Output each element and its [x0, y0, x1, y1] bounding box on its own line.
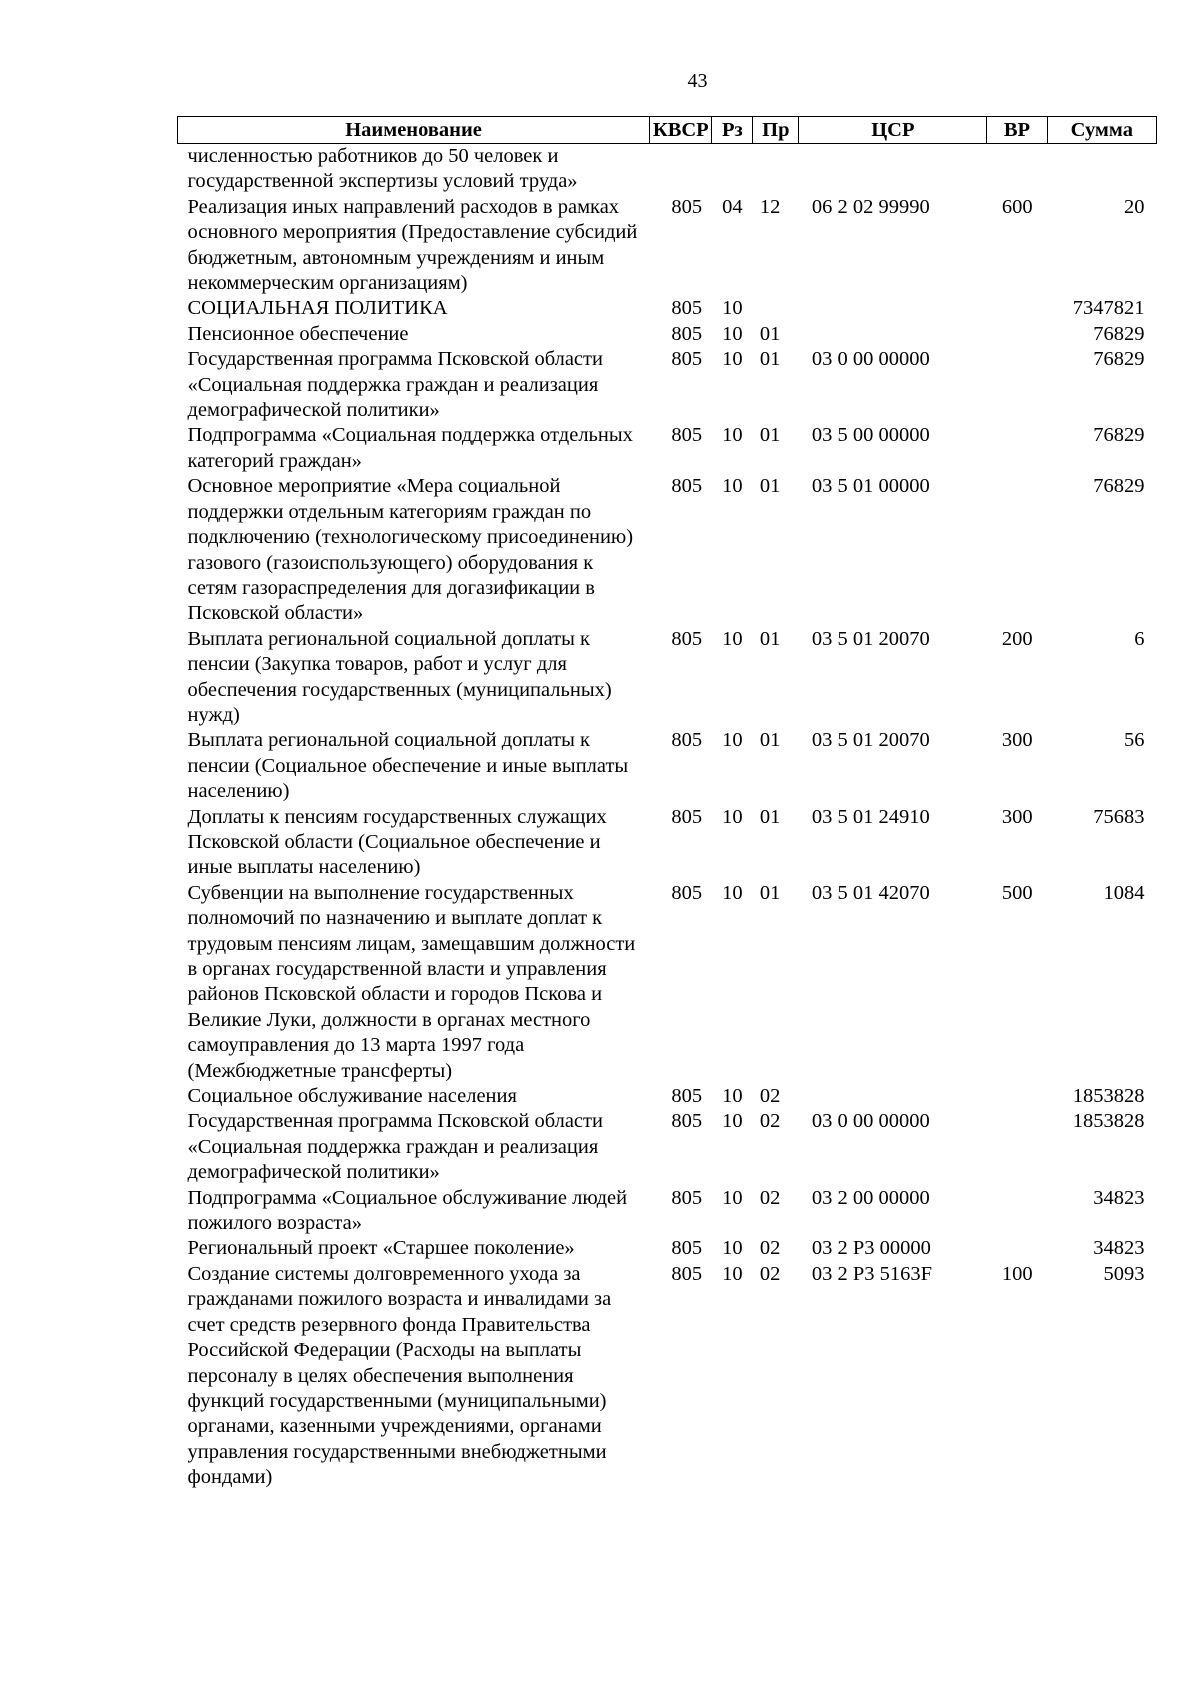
- cell-rz: 10: [722, 1186, 743, 1209]
- header-sum: Сумма: [1047, 117, 1156, 144]
- cell-sum: 7347821: [1072, 297, 1145, 320]
- cell-vr: [987, 474, 1047, 626]
- table-row: [178, 728, 1157, 804]
- cell-rz: 10: [722, 475, 743, 498]
- cell-name: Государственная программа Псковской области «Социальная поддержка граждан и реализация демографической политики»: [187, 1110, 603, 1184]
- cell-pr: 01: [759, 881, 781, 904]
- cell-name: Создание системы долговременного ухода за гражданами пожилого возраста и инвалидами за счет средств резервного фонда Правительства Российской Федерации (Расходы на выплаты персоналу в целях обеспечения выполнения функций государственными (муниципальными) органами, казенными учреждениями, органами управления государственными внебюджетными фондами): [187, 1262, 612, 1489]
- cell-kvsr: [650, 144, 712, 195]
- cell-name: Основное мероприятие «Мера социальной поддержки отдельным категориям граждан по подключению (технологическому присоединению) газового (газоиспользующего) оборудования к сетям газораспределения для догазификации в Псковской области»: [187, 475, 634, 625]
- cell-pr: [753, 144, 799, 195]
- cell-vr: [987, 1084, 1047, 1109]
- cell-rz: 10: [722, 1262, 743, 1285]
- cell-rz: 10: [722, 322, 743, 345]
- cell-sum: 1853828: [1072, 1110, 1145, 1133]
- cell-name: Субвенции на выполнение государственных полномочий по назначению и выплате доплат к трудовым пенсиям лицам, замещавшим должности в органах государственной власти и управления районов Псковской области и городов Пскова и Великие Луки, должности в органах местного самоуправления до 13 марта 1997 года (Межбюджетные трансферты): [187, 881, 636, 1082]
- cell-rz: 10: [722, 805, 743, 828]
- table-row: [178, 474, 1157, 626]
- table-row: [178, 627, 1157, 729]
- cell-kvsr: 805: [671, 881, 703, 904]
- cell-name: СОЦИАЛЬНАЯ ПОЛИТИКА: [187, 297, 448, 320]
- cell-csr: 03 2 00 00000: [811, 1186, 930, 1209]
- cell-sum: 6: [1134, 627, 1145, 650]
- cell-sum: 1084: [1103, 881, 1145, 904]
- cell-sum: 76829: [1093, 475, 1145, 498]
- cell-sum: 76829: [1093, 322, 1145, 345]
- cell-kvsr: 805: [671, 1237, 703, 1260]
- cell-kvsr: 805: [671, 322, 703, 345]
- table-body: [178, 144, 1157, 1491]
- cell-csr: 03 5 00 00000: [811, 424, 930, 447]
- table-row: [178, 805, 1157, 881]
- cell-vr: [987, 322, 1047, 347]
- cell-rz: 10: [722, 297, 743, 320]
- cell-kvsr: 805: [671, 195, 703, 218]
- table-row: [178, 1262, 1157, 1491]
- header-pr: Пр: [753, 117, 799, 144]
- budget-table-container: [177, 116, 1157, 1491]
- cell-name: Реализация иных направлений расходов в рамках основного мероприятия (Предоставление субсидий бюджетным, автономным учреждениям и иным некоммерческим организациям): [187, 195, 638, 295]
- page-number: 43: [687, 70, 708, 92]
- table-row: [178, 1236, 1157, 1261]
- cell-pr: 02: [759, 1262, 781, 1285]
- cell-pr: 12: [759, 195, 781, 218]
- cell-pr: 01: [759, 805, 781, 828]
- header-kvsr: КВСР: [650, 117, 712, 144]
- cell-rz: 10: [722, 424, 743, 447]
- cell-rz: 10: [722, 729, 743, 752]
- table-row: [178, 1084, 1157, 1109]
- cell-name: Выплата региональной социальной доплаты к пенсии (Закупка товаров, работ и услуг для обеспечения государственных (муниципальных) нужд): [187, 627, 612, 726]
- cell-vr: [987, 1109, 1047, 1185]
- table-row: [178, 347, 1157, 423]
- cell-name: Подпрограмма «Социальная поддержка отдельных категорий граждан»: [187, 424, 633, 472]
- cell-csr: [799, 144, 987, 195]
- budget-table: [177, 116, 1157, 1491]
- cell-name: Социальное обслуживание населения: [187, 1085, 517, 1108]
- table-row: [178, 423, 1157, 474]
- header-csr: ЦСР: [799, 117, 987, 144]
- cell-kvsr: 805: [671, 348, 703, 371]
- cell-vr: 500: [1001, 881, 1033, 904]
- cell-rz: 10: [722, 1085, 743, 1108]
- table-row: [178, 296, 1157, 321]
- cell-sum: 75683: [1093, 805, 1145, 828]
- cell-vr: [987, 144, 1047, 195]
- cell-csr: 03 5 01 20070: [811, 627, 930, 650]
- cell-csr: 03 5 01 20070: [811, 729, 930, 752]
- cell-pr: 02: [759, 1085, 781, 1108]
- cell-kvsr: 805: [671, 627, 703, 650]
- cell-csr: 03 5 01 24910: [811, 805, 930, 828]
- cell-kvsr: 805: [671, 805, 703, 828]
- cell-csr: 03 0 00 00000: [811, 1110, 930, 1133]
- cell-name: Государственная программа Псковской области «Социальная поддержка граждан и реализация демографической политики»: [187, 348, 603, 422]
- cell-name: Региональный проект «Старшее поколение»: [187, 1237, 575, 1260]
- cell-kvsr: 805: [671, 424, 703, 447]
- cell-vr: 600: [1001, 195, 1033, 218]
- cell-vr: [987, 1236, 1047, 1261]
- cell-pr: [753, 296, 799, 321]
- cell-pr: 01: [759, 322, 781, 345]
- cell-sum: 20: [1124, 195, 1145, 218]
- table-row: [178, 195, 1157, 297]
- cell-sum: 56: [1124, 729, 1145, 752]
- cell-sum: 34823: [1093, 1237, 1145, 1260]
- cell-name: Подпрограмма «Социальное обслуживание людей пожилого возраста»: [187, 1186, 628, 1235]
- cell-sum: 1853828: [1072, 1085, 1145, 1108]
- cell-csr: 03 0 00 00000: [811, 348, 930, 371]
- table-row: [178, 1109, 1157, 1185]
- cell-vr: 300: [1001, 729, 1033, 752]
- cell-vr: [987, 423, 1047, 474]
- cell-rz: 04: [722, 195, 743, 218]
- header-name: Наименование: [178, 117, 650, 144]
- cell-csr: 06 2 02 99990: [811, 195, 930, 218]
- cell-csr: 03 5 01 42070: [811, 881, 930, 904]
- cell-pr: 01: [759, 475, 781, 498]
- header-vr: ВР: [987, 117, 1047, 144]
- cell-rz: 10: [722, 1110, 743, 1133]
- cell-kvsr: 805: [671, 297, 703, 320]
- cell-csr: [799, 1084, 987, 1109]
- table-row: [178, 881, 1157, 1084]
- cell-vr: [987, 1186, 1047, 1237]
- cell-kvsr: 805: [671, 475, 703, 498]
- cell-kvsr: 805: [671, 1262, 703, 1285]
- cell-rz: 10: [722, 348, 743, 371]
- cell-csr: 03 2 P3 5163F: [811, 1262, 932, 1285]
- cell-csr: [799, 296, 987, 321]
- table-row: [178, 322, 1157, 347]
- table-header-row: [178, 117, 1157, 144]
- table-row: [178, 144, 1157, 195]
- cell-sum: 5093: [1103, 1262, 1145, 1285]
- cell-kvsr: 805: [671, 1085, 703, 1108]
- cell-name: численностью работников до 50 человек и государственной экспертизы условий труда»: [187, 145, 578, 193]
- cell-vr: [987, 347, 1047, 423]
- cell-pr: 02: [759, 1186, 781, 1209]
- cell-rz: 10: [722, 1237, 743, 1260]
- cell-pr: 02: [759, 1110, 781, 1133]
- cell-name: Выплата региональной социальной доплаты к пенсии (Социальное обеспечение и иные выплаты населению): [187, 729, 629, 803]
- cell-vr: 100: [1001, 1262, 1033, 1285]
- cell-kvsr: 805: [671, 1186, 703, 1209]
- cell-csr: 03 2 P3 00000: [811, 1237, 931, 1260]
- table-row: [178, 1186, 1157, 1237]
- cell-pr: 01: [759, 627, 781, 650]
- cell-name: Доплаты к пенсиям государственных служащих Псковской области (Социальное обеспечение и иные выплаты населению): [187, 805, 607, 879]
- cell-sum: 76829: [1093, 424, 1145, 447]
- cell-kvsr: 805: [671, 1110, 703, 1133]
- cell-csr: [799, 322, 987, 347]
- cell-sum: [1047, 144, 1156, 195]
- header-rz: Рз: [712, 117, 753, 144]
- cell-kvsr: 805: [671, 729, 703, 752]
- cell-vr: 300: [1001, 805, 1033, 828]
- cell-name: Пенсионное обеспечение: [187, 322, 409, 345]
- cell-rz: 10: [722, 627, 743, 650]
- cell-sum: 34823: [1093, 1186, 1145, 1209]
- cell-pr: 02: [759, 1237, 781, 1260]
- cell-vr: [987, 296, 1047, 321]
- cell-rz: [712, 144, 753, 195]
- cell-pr: 01: [759, 348, 781, 371]
- cell-rz: 10: [722, 881, 743, 904]
- cell-pr: 01: [759, 729, 781, 752]
- cell-pr: 01: [759, 424, 781, 447]
- cell-sum: 76829: [1093, 348, 1145, 371]
- cell-vr: 200: [1001, 627, 1033, 650]
- cell-csr: 03 5 01 00000: [811, 475, 930, 498]
